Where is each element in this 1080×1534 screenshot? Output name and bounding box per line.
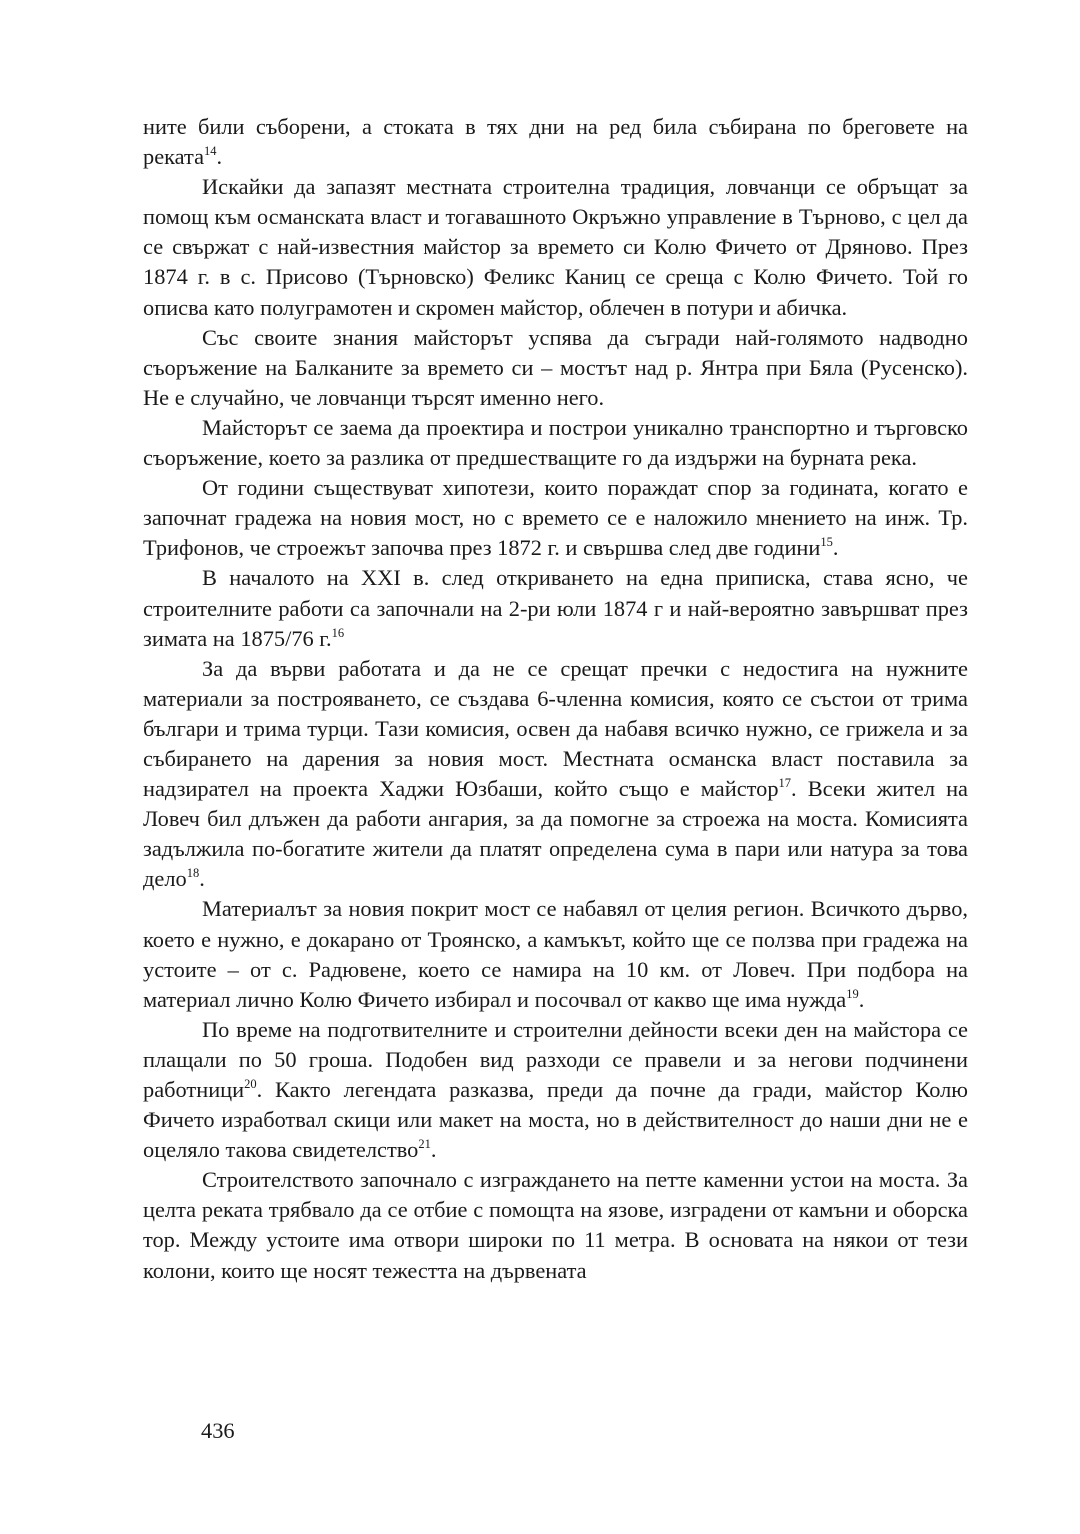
text-run: . Всеки жител на Ловеч бил длъжен да работи ангария, за да помогне за строежа на моста. Комисията задължила по-богатите жители да платят определена сума в пари или натура за това дело <box>143 776 968 892</box>
text-run: . <box>430 1137 437 1163</box>
text-run: . <box>216 144 223 170</box>
page-number: 436 <box>201 1418 235 1443</box>
text-run: . <box>199 866 205 892</box>
footnote-ref: 16 <box>331 625 345 640</box>
text-run: Искайки да запазят местната строителна традиция, ловчанци се обръщат за помощ към османската власт и тогавашното Окръжно управление в Търново, с цел да се свържат с най-известния майстор за времето си Колю Фичето от Дряново. През 1874 г. в с. Присово (Търновско) Феликс Каниц се среща с Колю Фичето. Той го описва като полуграмотен и скромен майстор, облечен в потури и абичка. <box>143 174 968 320</box>
paragraph <box>143 894 968 1014</box>
text-run: . <box>858 986 865 1012</box>
text-run: От години съществуват хипотези, които пораждат спор за годината, когато е започнат градежа на новия мост, но с времето се е наложило мнението на инж. Тр. Трифонов, че строежът започва през 1872 г. и свършва след две години <box>143 475 968 561</box>
paragraph <box>143 413 968 473</box>
text-run: ните били съборени, а стоката в тях дни на ред била събирана по бреговете на реката <box>143 114 968 170</box>
footnote-ref: 17 <box>778 776 792 791</box>
footnote-ref: 18 <box>186 866 200 881</box>
paragraph <box>143 323 968 413</box>
footnote-ref: 21 <box>418 1137 431 1152</box>
text-run: . <box>832 535 839 561</box>
text-run: Майсторът се заема да проектира и построи уникално транспортно и търговско съоръжение, което за разлика от предшестващите го да издържи на бурната река. <box>143 414 968 471</box>
paragraph <box>143 1015 968 1165</box>
paragraph <box>143 112 968 172</box>
paragraph <box>143 172 968 322</box>
paragraph <box>143 654 968 895</box>
footnote-ref: 14 <box>204 144 217 159</box>
paragraph <box>143 473 968 563</box>
text-run: Със своите знания майсторът успява да съгради най-голямото надводно съоръжение на Балканите за времето си – мостът над р. Янтра при Бяла (Русенско). Не е случайно, че ловчанци търсят именно него. <box>143 324 968 410</box>
text-run: . Както легендата разказва, преди да почне да гради, майстор Колю Фичето изработвал скици или макет на моста, но в действителност до наши дни не е оцеляло такова свидетелство <box>143 1077 968 1163</box>
paragraph <box>143 563 968 653</box>
text-run: За да върви работата и да не се срещат пречки с недостига на нужните материали за построяването, се създава 6-членна комисия, която се състои от трима българи и трима турци. Тази комисия, освен да набавя всичко нужно, се грижела и за събирането на дарения за новия мост. Местната османска власт поставила за надзирател на проекта Хаджи Юзбаши, който също е майстор <box>143 655 968 802</box>
footnote-ref: 15 <box>820 535 833 550</box>
text-run: В началото на XXI в. след откриването на една приписка, става ясно, че строителните работи са започнали на 2-ри юли 1874 г и най-вероятно завършват през зимата на 1875/76 г. <box>143 565 968 651</box>
footnote-ref: 19 <box>846 986 859 1001</box>
paragraph <box>143 1165 968 1285</box>
text-run: Материалът за новия покрит мост се набавял от целия регион. Всичкото дърво, което е нужно, е докарано от Троянско, а камъкът, който ще се ползва при градежа на устоите – от с. Радювене, което се намира на 10 км. от Ловеч. При подбора на материал лично Колю Фичето избирал и посочвал от какво ще има нужда <box>143 896 968 1012</box>
text-run: По време на подготвителните и строителни дейности всеки ден на майстора се плащали по 50 гроша. Подобен вид разходи се правели и за негови подчинени работници <box>143 1016 968 1102</box>
body-text <box>143 112 968 1286</box>
footnote-ref: 20 <box>244 1077 257 1091</box>
text-run: Строителството започнало с изграждането на петте каменни устои на моста. За целта реката трябвало да се отбие с помощта на язове, изградени от камъни и оборска тор. Между устоите има отвори широки по 11 метра. В основата на някои от тези колони, които ще носят тежестта на дървената <box>143 1167 968 1283</box>
